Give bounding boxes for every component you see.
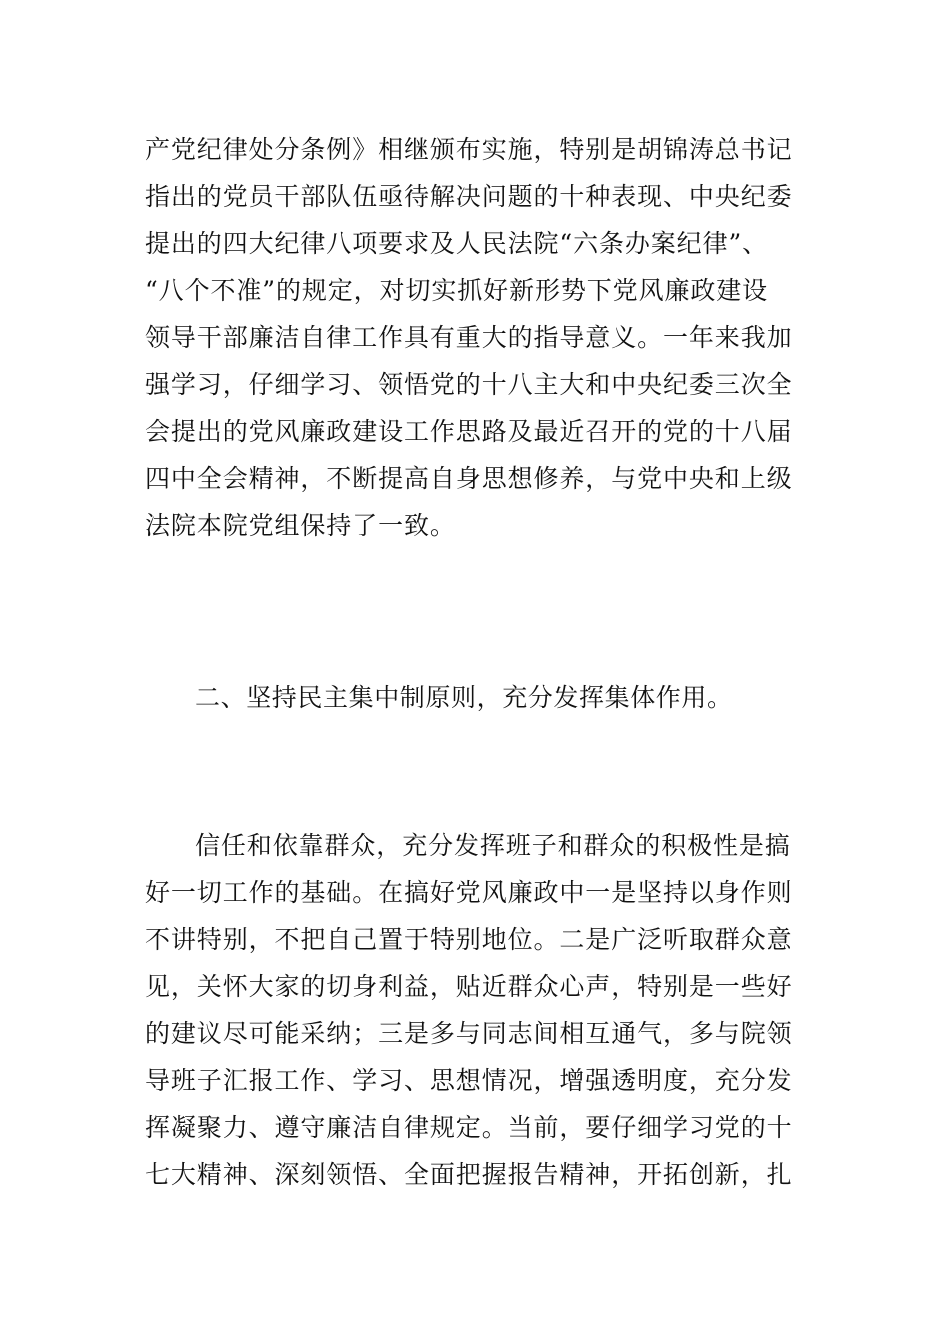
- paragraph-1-line: “八个不准”的规定，对切实抓好新形势下党风廉政建设: [145, 276, 769, 305]
- paragraph-2-line: 信任和依靠群众，充分发挥班子和群众的积极性是搞: [195, 831, 791, 860]
- paragraph-2-line: 挥凝聚力、遵守廉洁自律规定。当前，要仔细学习党的十: [145, 1113, 793, 1142]
- paragraph-2-line: 导班子汇报工作、学习、思想情况，增强透明度，充分发: [145, 1066, 793, 1095]
- paragraph-2-line: 见，关怀大家的切身利益，贴近群众心声，特别是一些好: [145, 972, 793, 1001]
- paragraph-1-line: 产党纪律处分条例》相继颁布实施，特别是胡锦涛总书记: [145, 135, 793, 164]
- paragraph-1-line: 会提出的党风廉政建设工作思路及最近召开的党的十八届: [145, 417, 793, 446]
- paragraph-2-line: 好一切工作的基础。在搞好党风廉政中一是坚持以身作则: [145, 878, 793, 907]
- section-heading: 二、坚持民主集中制原则，充分发挥集体作用。: [195, 683, 733, 712]
- paragraph-2-line: 七大精神、深刻领悟、全面把握报告精神，开拓创新，扎: [145, 1160, 793, 1189]
- paragraph-1-line: 指出的党员干部队伍亟待解决问题的十种表现、中央纪委: [145, 182, 793, 211]
- paragraph-1-line: 强学习，仔细学习、领悟党的十八主大和中央纪委三次全: [145, 370, 793, 399]
- paragraph-2-line: 不讲特别，不把自己置于特别地位。二是广泛听取群众意: [145, 925, 793, 954]
- paragraph-1-line: 四中全会精神，不断提高自身思想修养，与党中央和上级: [145, 464, 793, 493]
- paragraph-1-line: 提出的四大纪律八项要求及人民法院“六条办案纪律”、: [145, 229, 769, 258]
- paragraph-1-line: 法院本院党组保持了一致。: [145, 511, 456, 540]
- paragraph-2-line: 的建议尽可能采纳；三是多与同志间相互通气，多与院领: [145, 1019, 793, 1048]
- paragraph-1-line: 领导干部廉洁自律工作具有重大的指导意义。一年来我加: [145, 323, 793, 352]
